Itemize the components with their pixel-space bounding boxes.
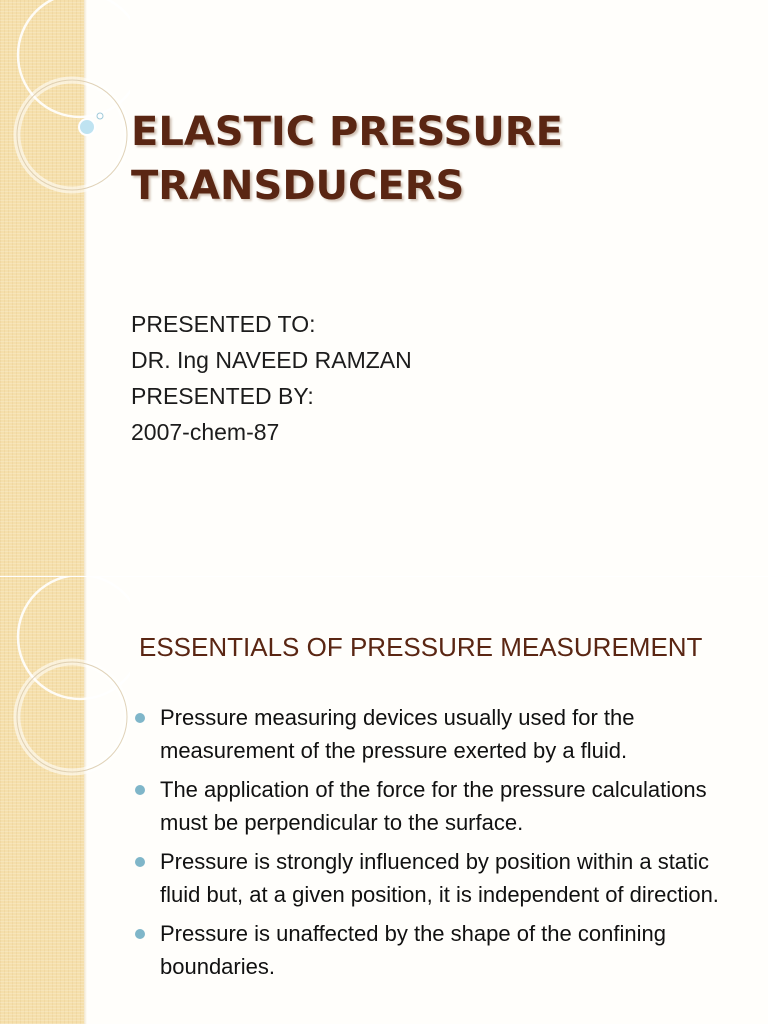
- bullet-dot-icon: [135, 713, 145, 723]
- bullet-item: [132, 773, 752, 839]
- title-line-2: TRANSDUCERS: [131, 163, 465, 209]
- ring-thick: [17, 662, 127, 772]
- bullet-dot-icon: [135, 929, 145, 939]
- content-slide: [0, 577, 768, 1024]
- presenter-info: [131, 306, 731, 450]
- bullet-text: Pressure is strongly influenced by position within a static fluid but, at a given position, it is independent of direction.: [160, 849, 719, 907]
- bullet-text: Pressure measuring devices usually used for the measurement of the pressure exerted by a fluid.: [160, 705, 635, 763]
- presented-to-name: DR. Ing NAVEED RAMZAN: [131, 347, 412, 373]
- bullet-item: [132, 917, 752, 983]
- slide-title: [131, 105, 751, 213]
- bullet-list: [132, 701, 752, 989]
- slide-heading: ESSENTIALS OF PRESSURE MEASUREMENT: [139, 632, 703, 662]
- bullet-dot-icon: [135, 785, 145, 795]
- bullet-text: The application of the force for the pressure calculations must be perpendicular to the surface.: [160, 777, 707, 835]
- decorative-rings: [0, 577, 130, 1024]
- bullet-item: [132, 845, 752, 911]
- ring-thick: [17, 80, 127, 190]
- bullet-item: [132, 701, 752, 767]
- bullet-dot-icon: [135, 857, 145, 867]
- orb-large: [79, 119, 95, 135]
- title-line-1: ELASTIC PRESSURE: [131, 109, 563, 155]
- presented-by-id: 2007-chem-87: [131, 419, 280, 445]
- bullet-text: Pressure is unaffected by the shape of the confining boundaries.: [160, 921, 666, 979]
- orb-small: [97, 113, 103, 119]
- presented-to-label: PRESENTED TO:: [131, 311, 316, 337]
- presented-by-label: PRESENTED BY:: [131, 383, 314, 409]
- decorative-rings: [0, 0, 130, 576]
